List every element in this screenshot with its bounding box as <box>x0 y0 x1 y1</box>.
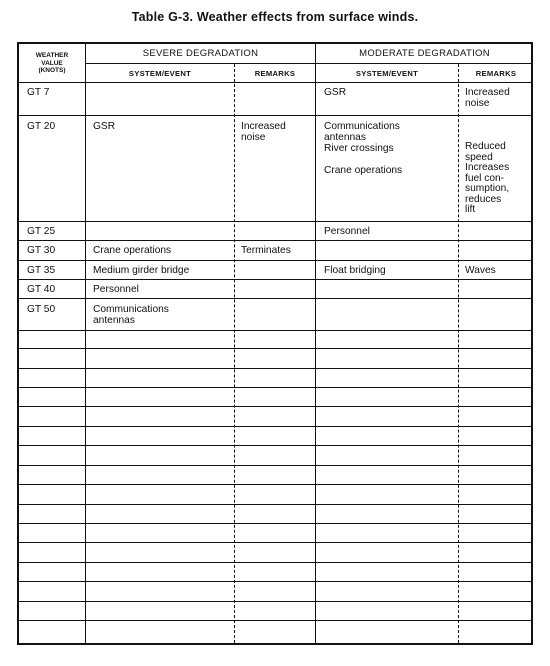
moderate-remarks-cell: Increased noise <box>465 87 510 109</box>
row-rule <box>19 260 531 261</box>
moderate-remarks-cell: Reduced speed Increases fuel con- sumption, reduces lift <box>465 141 510 215</box>
row-rule <box>19 445 531 446</box>
severe-remarks-cell: Terminates <box>241 245 291 256</box>
moderate-system-cell: Communications antennas River crossings Crane operations <box>324 121 403 176</box>
row-rule <box>19 406 531 407</box>
severe-system-cell: Personnel <box>93 284 139 295</box>
weather-value-cell: GT 50 <box>27 304 56 315</box>
header-severe-remarks: REMARKS <box>254 69 296 78</box>
row-rule <box>19 504 531 505</box>
header-severe-degradation: SEVERE DEGRADATION <box>142 48 259 59</box>
weather-value-cell: GT 20 <box>27 121 56 132</box>
header-weather-value: WEATHER VALUE (KNOTS) <box>35 52 69 74</box>
header-subdivider <box>86 63 531 64</box>
moderate-remarks-cell: Waves <box>465 265 496 276</box>
row-rule <box>19 298 531 299</box>
row-rule <box>19 601 531 602</box>
row-rule <box>19 523 531 524</box>
severe-system-cell: GSR <box>93 121 116 132</box>
weather-effects-table <box>17 42 533 645</box>
moderate-system-cell: Personnel <box>324 226 370 237</box>
header-moderate-remarks: REMARKS <box>475 69 517 78</box>
row-rule <box>19 115 531 116</box>
table-row <box>19 281 531 299</box>
header-moderate-system-event: SYSTEM/EVENT <box>355 69 419 78</box>
moderate-system-cell: GSR <box>324 87 347 98</box>
severe-remarks-cell: Increased noise <box>241 121 286 143</box>
header-severe-system-event: SYSTEM/EVENT <box>128 69 192 78</box>
row-rule <box>19 426 531 427</box>
moderate-system-cell: Float bridging <box>324 265 386 276</box>
severe-system-cell: Crane operations <box>93 245 172 256</box>
weather-value-cell: GT 40 <box>27 284 56 295</box>
weather-value-cell: GT 35 <box>27 265 56 276</box>
table-row <box>19 118 531 221</box>
weather-value-cell: GT 25 <box>27 226 56 237</box>
severe-system-cell: Medium girder bridge <box>93 265 190 276</box>
table-title: Table G-3. Weather effects from surface winds. <box>131 10 419 24</box>
row-rule <box>19 279 531 280</box>
weather-value-cell: GT 7 <box>27 87 50 98</box>
row-rule <box>19 368 531 369</box>
table-row <box>19 262 531 280</box>
row-rule <box>19 348 531 349</box>
row-rule <box>19 542 531 543</box>
header-moderate-degradation: MODERATE DEGRADATION <box>359 48 490 59</box>
weather-value-cell: GT 30 <box>27 245 56 256</box>
row-rule <box>19 620 531 621</box>
severe-system-cell: Communications antennas <box>93 304 169 326</box>
row-rule <box>19 221 531 222</box>
row-rule <box>19 240 531 241</box>
table-row <box>19 301 531 329</box>
row-rule <box>19 330 531 331</box>
row-rule <box>19 562 531 563</box>
row-rule <box>19 484 531 485</box>
row-rule <box>19 387 531 388</box>
table-row <box>19 84 531 115</box>
table-row <box>19 242 531 260</box>
table-row <box>19 223 531 241</box>
row-rule <box>19 581 531 582</box>
row-rule <box>19 465 531 466</box>
header-bottom-rule <box>19 82 531 83</box>
